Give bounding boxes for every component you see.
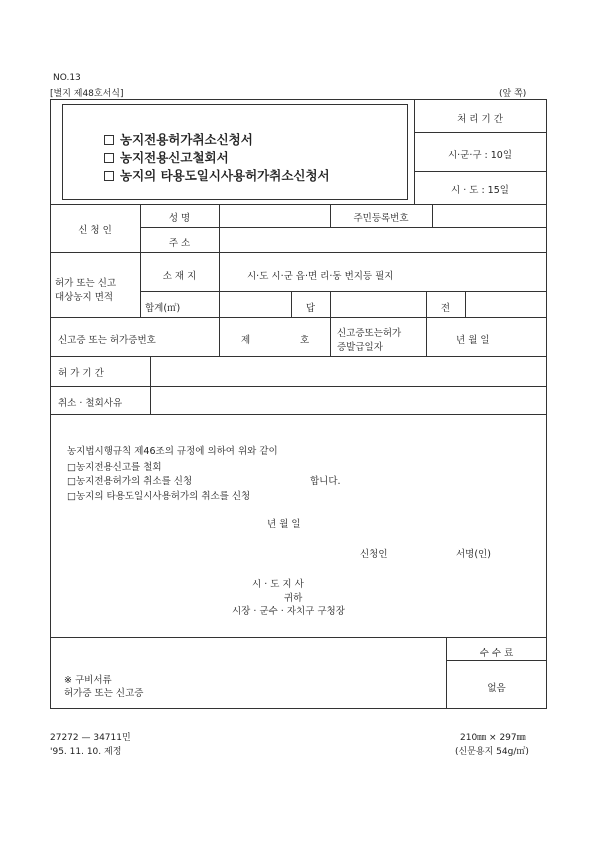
honorific: 귀하	[284, 593, 303, 604]
total-area-label: 합계(㎡)	[145, 303, 181, 314]
resident-id-label: 주민등록번호	[353, 213, 409, 224]
signing-date[interactable]: 년 월 일	[267, 519, 301, 530]
location-value[interactable]: 시·도 시·군 읍·면 리·동 번지등 필지	[247, 271, 394, 282]
paddy-label: 답	[305, 303, 316, 314]
form-number: NO.13	[53, 73, 81, 83]
fee-label: 수 수 료	[479, 648, 514, 659]
option-cancel-temporary-use[interactable]: □농지의 타용도일시사용허가의 취소를 신청	[67, 491, 251, 502]
statement-suffix: 합니다.	[310, 476, 341, 487]
permit-period-field[interactable]	[152, 358, 546, 385]
footer-paper: (신문용지 54g/㎡)	[455, 747, 529, 757]
issue-date-value[interactable]: 년 월 일	[456, 335, 490, 346]
total-area-field[interactable]	[221, 293, 290, 316]
land-label-2: 대상농지 면적	[55, 292, 114, 303]
permit-no-prefix: 제	[241, 335, 251, 346]
statement: 농지법시행규칙 제46조의 규정에 의하여 위와 같이	[67, 446, 278, 457]
attachments-item: 허가증 또는 신고증	[64, 688, 144, 699]
location-label: 소 재 지	[162, 271, 197, 282]
name-label: 성 명	[168, 213, 191, 224]
footer-size: 210㎜ × 297㎜	[460, 733, 526, 743]
field-label: 전	[440, 303, 451, 314]
name-field[interactable]	[221, 206, 329, 226]
address-field[interactable]	[221, 229, 546, 251]
field-area-field[interactable]	[467, 293, 546, 316]
title-line-3: 농지의 타용도일시사용허가취소신청서	[104, 166, 330, 184]
footer-code: 27272 — 34711민	[50, 733, 131, 743]
page-side: (앞 쪽)	[499, 89, 527, 99]
option-withdraw-report[interactable]: □농지전용신고를 철회	[67, 462, 162, 473]
governor-addressee: 시 · 도 지 사	[252, 579, 304, 590]
processing-city: 시·군·구 : 10일	[447, 150, 513, 161]
checkbox-icon	[104, 135, 114, 145]
form-reference: [별지 제48호서식]	[50, 89, 124, 99]
title-line-1: 농지전용허가취소신청서	[104, 130, 253, 148]
paddy-area-field[interactable]	[332, 293, 425, 316]
checkbox-icon	[104, 171, 114, 181]
applicant-signature-label: 신청인	[360, 549, 388, 560]
processing-province: 시 · 도 : 15일	[451, 185, 509, 196]
reason-field[interactable]	[152, 388, 546, 413]
checkbox-icon	[104, 153, 114, 163]
processing-period-label: 처 리 기 간	[457, 114, 503, 125]
applicant-label: 신 청 인	[78, 225, 112, 236]
address-label: 주 소	[168, 238, 191, 249]
permit-number-label: 신고증 또는 허가증번호	[58, 335, 156, 346]
option-cancel-conversion[interactable]: □농지전용허가의 취소를 신청	[67, 476, 193, 487]
footer-date: '95. 11. 10. 제정	[50, 747, 122, 757]
issue-date-label-1: 신고증또는허가	[337, 328, 402, 339]
permit-no-suffix: 호	[300, 335, 310, 346]
permit-period-label: 허 가 기 간	[58, 368, 104, 379]
signature-seal[interactable]: 서명(인)	[456, 549, 491, 560]
land-label-1: 허가 또는 신고	[55, 278, 117, 289]
reason-label: 취소 · 철회사유	[58, 398, 123, 409]
issue-date-label-2: 증발급일자	[337, 342, 383, 353]
resident-id-field[interactable]	[434, 206, 546, 226]
attachments-label: ※ 구비서류	[64, 675, 112, 686]
title-line-2: 농지전용신고철회서	[104, 148, 229, 166]
fee-value: 없음	[487, 683, 506, 694]
mayors-addressee: 시장 · 군수 · 자치구 구청장	[232, 606, 345, 617]
